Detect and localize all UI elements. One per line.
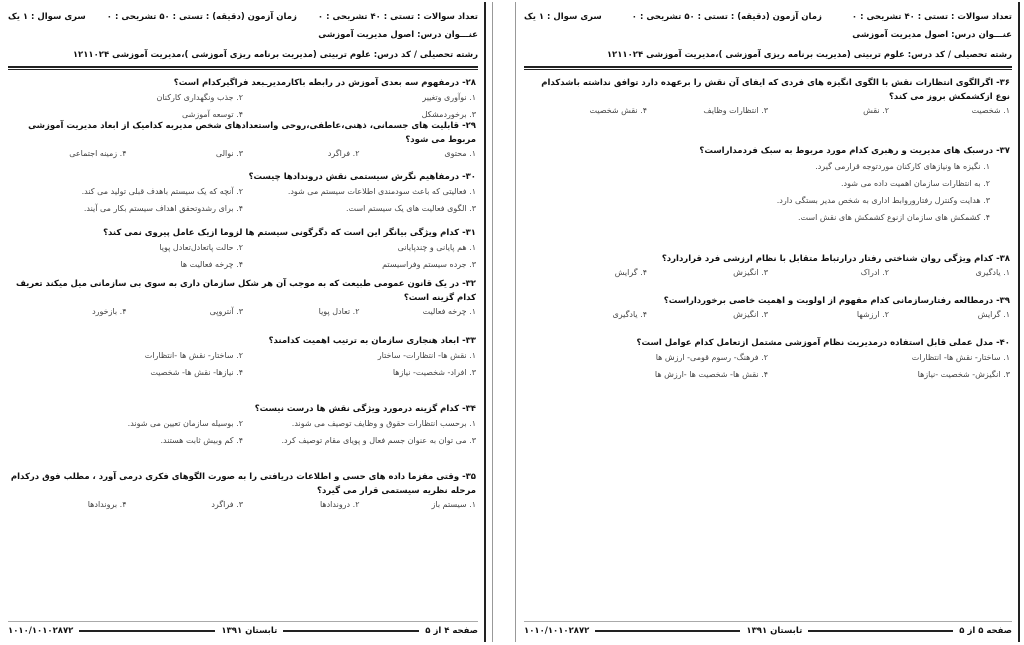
question-text: ۳۹- درمطالعه رفتارسازمانی کدام مفهوم از اولویت و اهمیت خاصی برخورداراست؟ (663, 296, 1010, 306)
answer-option-3: ۳. هدایت وکنترل رفتاروروابط اداری به شخص مدیر بستگی دارد. (776, 196, 990, 205)
answer-option-1: ۱. شخصیت (971, 106, 1010, 115)
answer-option-1: ۱. گرایش (977, 310, 1010, 319)
answer-option-3: ۳. نوالی (215, 149, 243, 158)
answer-option-3: ۳. جرده سیستم وفراسیستم (382, 260, 476, 269)
answer-option-3: ۳. انگیزش (733, 268, 768, 277)
question-text: ۳۲- در یک قانون عمومی طبیعت که به موجب آن هر شکل سازمان داری به سوی بی سازمانی میل میکند تعریف کدام گزینه است؟ (15, 279, 476, 303)
answer-option-2: ۲. جذب ونگهداری کارکنان (156, 93, 243, 102)
question-7 (10, 402, 476, 450)
answer-option-2: ۲. به انتظارات سازمان اهمیت داده می شود. (840, 179, 990, 188)
answer-options (10, 147, 476, 163)
field-code: رشته تحصیلی / کد درس: علوم تربیتی (مدیریت برنامه ریزی آموزشی )،مدیریت آموزشی ۱۲۱۱۰۲۴ (72, 50, 478, 60)
page-footer (8, 624, 478, 638)
answer-option-3: ۳. افراد- شخصیت- نیازها (392, 368, 476, 377)
answer-option-2: ۲. دروندادها (319, 500, 360, 509)
page-gutter (492, 2, 516, 642)
answer-option-2: ۲. ادراک (860, 268, 889, 277)
answer-option-4: ۴. نقش ها- شخصیت ها -ارزش ها (654, 370, 768, 379)
answer-options (10, 416, 476, 450)
course-title: عنـــوان درس: اصول مدیریت آموزشی (318, 30, 478, 40)
answer-option-1: ۱. محتوی (444, 149, 476, 158)
answer-option-2: ۲. ارزشها (856, 310, 889, 319)
question-text: ۳۰- درمفاهیم نگرش سیستمی نقش دروندادها چیست؟ (248, 172, 476, 182)
answer-options (526, 104, 1010, 120)
question-text: ۴۰- مدل عملی قابل استفاده درمدیریت نظام آموزشی مشتمل ازتعامل کدام عوامل است؟ (636, 338, 1010, 348)
answer-option-4: ۴. کم وبیش ثابت هستند. (160, 436, 243, 445)
answer-option-3: ۳. می توان به عنوان جسم فعال و پویای مقام توصیف کرد. (281, 436, 476, 445)
answer-options (10, 184, 476, 218)
answer-option-1: ۱. ساختار- نقش ها- انتظارات (911, 353, 1010, 362)
answer-option-4: ۴. کشمکش های سازمان ازنوع کشمکش های نقش است. (797, 213, 990, 222)
answer-option-1: ۱. سیستم باز (431, 500, 476, 509)
exam-time: زمان آزمون (دقیقه) : تستی : ۵۰ تشریحی : ۰ (631, 12, 822, 22)
answer-option-3: ۳. آنتروپی (209, 307, 243, 316)
question-text: ۳۳- ابعاد هنجاری سازمان به ترتیب اهمیت کدامند؟ (268, 336, 476, 346)
answer-option-4: ۴. بروندادها (87, 500, 127, 509)
question-text: ۲۸- درمفهوم سه بعدی آموزش در رابطه باکارمدیرـبعد فراگیرکدام است؟ (173, 78, 476, 88)
question-text: ۳۷- درسبک های مدیریت و رهبری کدام مورد مربوط به سبک فردمداراست؟ (699, 146, 1010, 156)
answer-options (10, 348, 476, 382)
question-8 (10, 470, 476, 514)
header-divider (524, 66, 1012, 68)
answer-options (10, 498, 476, 514)
question-count: تعداد سوالات : تستی : ۴۰ تشریحی : ۰ (317, 12, 478, 22)
question-text: ۳۶- اگرالگوی انتظارات نقش با الگوی انگیزه های فردی که ایفای آن نقش را برعهده دارد توافق نداشته باشدکدام نوع ازکشمکش بروز می کند؟ (541, 78, 1010, 102)
answer-option-4: ۴. برای رشدوتحقق اهداف سیستم بکار می آیند. (83, 204, 243, 213)
question-count: تعداد سوالات : تستی : ۴۰ تشریحی : ۰ (851, 12, 1012, 22)
question-6 (10, 334, 476, 382)
question-text: ۳۵- وقتی مفزما داده های حسی و اطلاعات دریافتی را به صورت الگوهای فکری درمی آورد ، مطلب فوق درکدام مرحله نظریه سیستمی قرار می گیرد؟ (10, 472, 476, 496)
answer-option-2: ۲. فراگرد (327, 149, 360, 158)
page-header (8, 8, 478, 64)
header-divider (8, 66, 478, 68)
question-series: سری سوال : ۱ یک (524, 12, 602, 22)
page-number: صفحه ۴ از ۵ (425, 626, 478, 636)
answer-options (526, 158, 1010, 226)
answer-option-3: ۳. انگیزش (733, 310, 768, 319)
course-title: عنـــوان درس: اصول مدیریت آموزشی (852, 30, 1012, 40)
answer-options (526, 350, 1010, 384)
question-2 (526, 144, 1010, 226)
exam-term: تابستان ۱۳۹۱ (221, 626, 278, 636)
page-number: صفحه ۵ از ۵ (959, 626, 1012, 636)
answer-option-1: ۱. یادگیری (975, 268, 1010, 277)
answer-option-1: ۱. نقش ها- انتظارات- ساختار (377, 351, 476, 360)
question-series: سری سوال : ۱ یک (8, 12, 86, 22)
answer-option-1: ۱. چرخه فعالیت (422, 307, 476, 316)
answer-option-2: ۲. بوسیله سازمان تعیین می شوند. (127, 419, 243, 428)
question-2 (10, 119, 476, 163)
exam-code: ۱۰۱۰/۱۰۱۰۲۸۷۲ (524, 626, 590, 636)
exam-page-5 (518, 2, 1020, 642)
question-text: ۳۱- کدام ویژگی بیانگر این است که دگرگونی سیستم ها لزوما ازیک عامل پیروی نمی کند؟ (103, 228, 476, 238)
question-4 (10, 226, 476, 274)
answer-option-4: ۴. زمینه اجتماعی (69, 149, 127, 158)
footer-divider (524, 621, 1012, 622)
exam-page-4 (2, 2, 486, 642)
answer-option-4: ۴. گرایش (614, 268, 647, 277)
footer-line (283, 630, 419, 632)
answer-options (10, 305, 476, 321)
answer-option-1: ۱. هم پایانی و چندپایانی (397, 243, 476, 252)
answer-options (10, 240, 476, 274)
footer-line (79, 630, 215, 632)
answer-option-2: ۲. تعادل پویا (318, 307, 360, 316)
answer-option-3: ۳. برخوردمشکل (421, 110, 476, 119)
answer-option-2: ۲. نقش (863, 106, 889, 115)
question-5 (10, 277, 476, 321)
exam-term: تابستان ۱۳۹۱ (746, 626, 803, 636)
question-1 (10, 76, 476, 124)
answer-option-1: ۱. فعالیتی که باعث سودمندی اطلاعات سیستم می شود. (287, 187, 476, 196)
answer-option-4: ۴. بازخورد (92, 307, 127, 316)
exam-time: زمان آزمون (دقیقه) : تستی : ۵۰ تشریحی : ۰ (106, 12, 297, 22)
answer-option-3: ۳. انگیزش- شخصیت -نیازها (917, 370, 1010, 379)
answer-option-4: ۴. نقش شخصیت (589, 106, 647, 115)
answer-option-4: ۴. نیازها- نقش ها- شخصیت (150, 368, 243, 377)
question-text: ۲۹- قابلیت های جسمانی، ذهنی،عاطفی،روحی واستعدادهای شخص مدیربه کدامیک از ابعاد مدیریت آموزشی مربوط می شود؟ (28, 121, 476, 145)
page-footer (524, 624, 1012, 638)
footer-line (595, 630, 740, 632)
answer-option-2: ۲. فرهنگ- رسوم قومی- ارزش ها (655, 353, 768, 362)
question-5 (526, 336, 1010, 384)
question-3 (10, 170, 476, 218)
answer-option-2: ۲. آنچه که یک سیستم باهدف قبلی تولید می کند. (81, 187, 243, 196)
page-header (524, 8, 1012, 64)
header-divider-thin (524, 69, 1012, 70)
answer-option-4: ۴. چرخه فعالیت ها (180, 260, 243, 269)
question-3 (526, 252, 1010, 282)
answer-option-3: ۳. فراگرد (211, 500, 243, 509)
exam-code: ۱۰۱۰/۱۰۱۰۲۸۷۲ (8, 626, 74, 636)
question-4 (526, 294, 1010, 324)
answer-option-4: ۴. یادگیری (612, 310, 647, 319)
header-divider-thin (8, 69, 478, 70)
footer-line (808, 630, 953, 632)
question-text: ۳۸- کدام ویژگی روان شناختی رفتار درارتباط متقابل با نظام ارزشی فرد قراردارد؟ (661, 254, 1010, 264)
answer-option-4: ۴. توسعه آموزشی (181, 110, 243, 119)
question-text: ۳۴- کدام گزینه درمورد ویژگی نقش ها درست نیست؟ (254, 404, 476, 414)
answer-options (526, 308, 1010, 324)
field-code: رشته تحصیلی / کد درس: علوم تربیتی (مدیریت برنامه ریزی آموزشی )،مدیریت آموزشی ۱۲۱۱۰۲۴ (606, 50, 1012, 60)
answer-option-1: ۱. نگیزه ها ونیازهای کارکنان موردتوجه قرارمی گیرد. (815, 162, 990, 171)
answer-option-1: ۱. نوآوری وتغییر (422, 93, 476, 102)
answer-option-1: ۱. برحسب انتظارات حقوق و وظایف توصیف می شوند. (291, 419, 476, 428)
answer-option-3: ۳. الگوی فعالیت های یک سیستم است. (345, 204, 476, 213)
question-1 (526, 76, 1010, 120)
footer-divider (8, 621, 478, 622)
answer-option-2: ۲. ساختار- نقش ها -انتظارات (144, 351, 243, 360)
answer-option-3: ۳. انتظارات وظایف (703, 106, 768, 115)
answer-option-2: ۲. حالت پاتعادل‌تعادل پویا (159, 243, 243, 252)
answer-options (526, 266, 1010, 282)
